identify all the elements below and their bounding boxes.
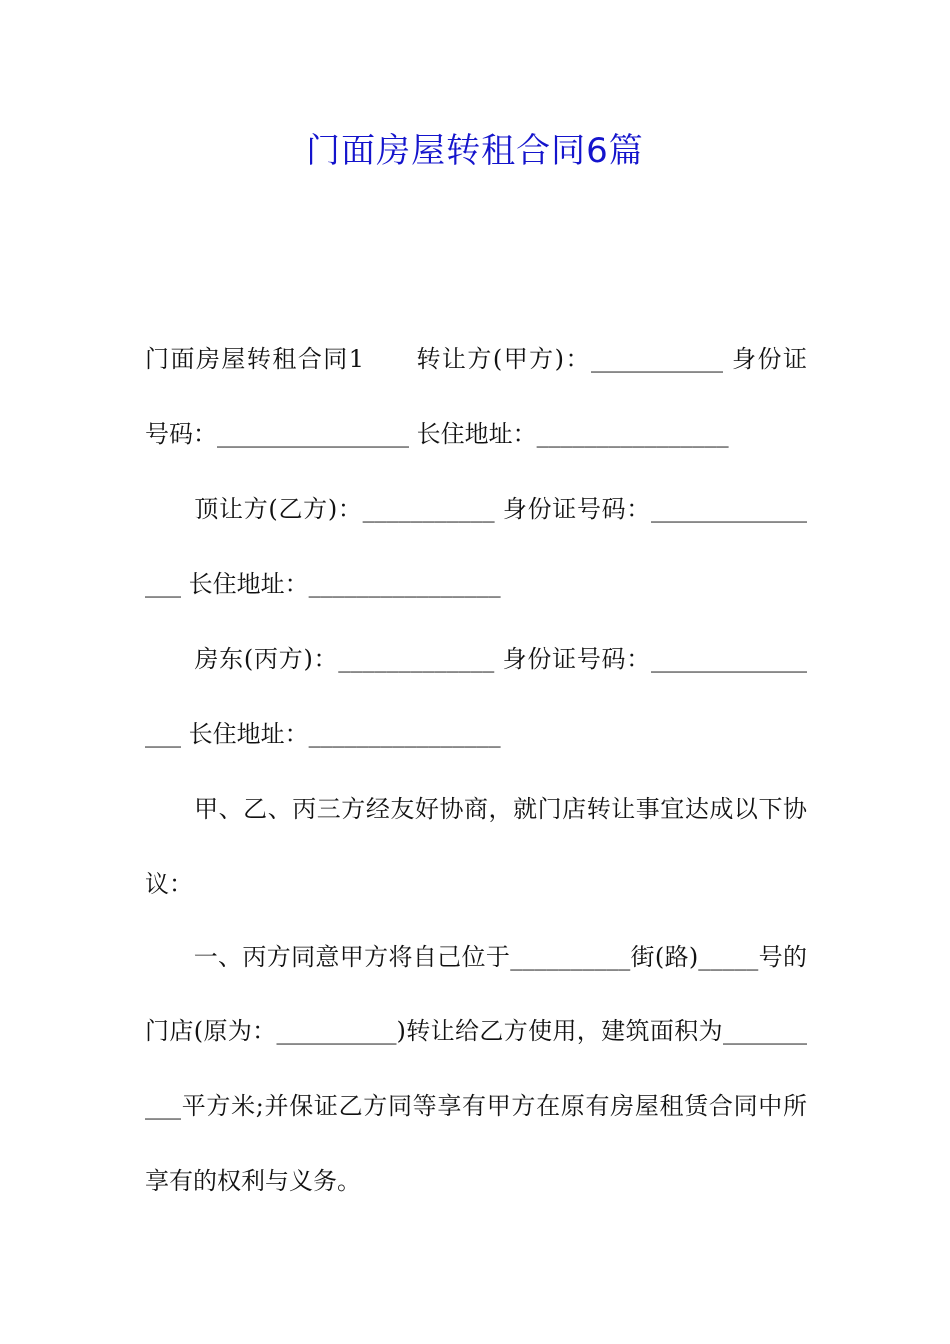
text-line-5: 房东(丙方)：_____________ 身份证号码：_____________: [145, 645, 807, 673]
text-line-1: 门面房屋转租合同1 转让方(甲方)：___________ 身份证: [145, 345, 807, 373]
text-line-10: 门店(原为：__________)转让给乙方使用，建筑面积为_______: [145, 1017, 807, 1045]
text-line-7: 甲、乙、丙三方经友好协商，就门店转让事宜达成以下协: [145, 795, 807, 823]
text-line-8: 议：: [145, 870, 193, 898]
text-line-11: ___平方米;并保证乙方同等享有甲方在原有房屋租赁合同中所: [145, 1092, 807, 1120]
text-line-2: 号码：________________ 长住地址：________________: [145, 420, 729, 448]
text-line-12: 享有的权利与义务。: [145, 1167, 361, 1195]
text-line-3: 顶让方(乙方)：___________ 身份证号码：_____________: [145, 495, 807, 523]
text-line-6: ___ 长住地址：________________: [145, 720, 501, 748]
document-title: 门面房屋转租合同6篇: [306, 131, 644, 171]
text-line-4: ___ 长住地址：________________: [145, 570, 501, 598]
text-line-9: 一、丙方同意甲方将自己位于__________街(路)_____号的: [145, 943, 807, 971]
